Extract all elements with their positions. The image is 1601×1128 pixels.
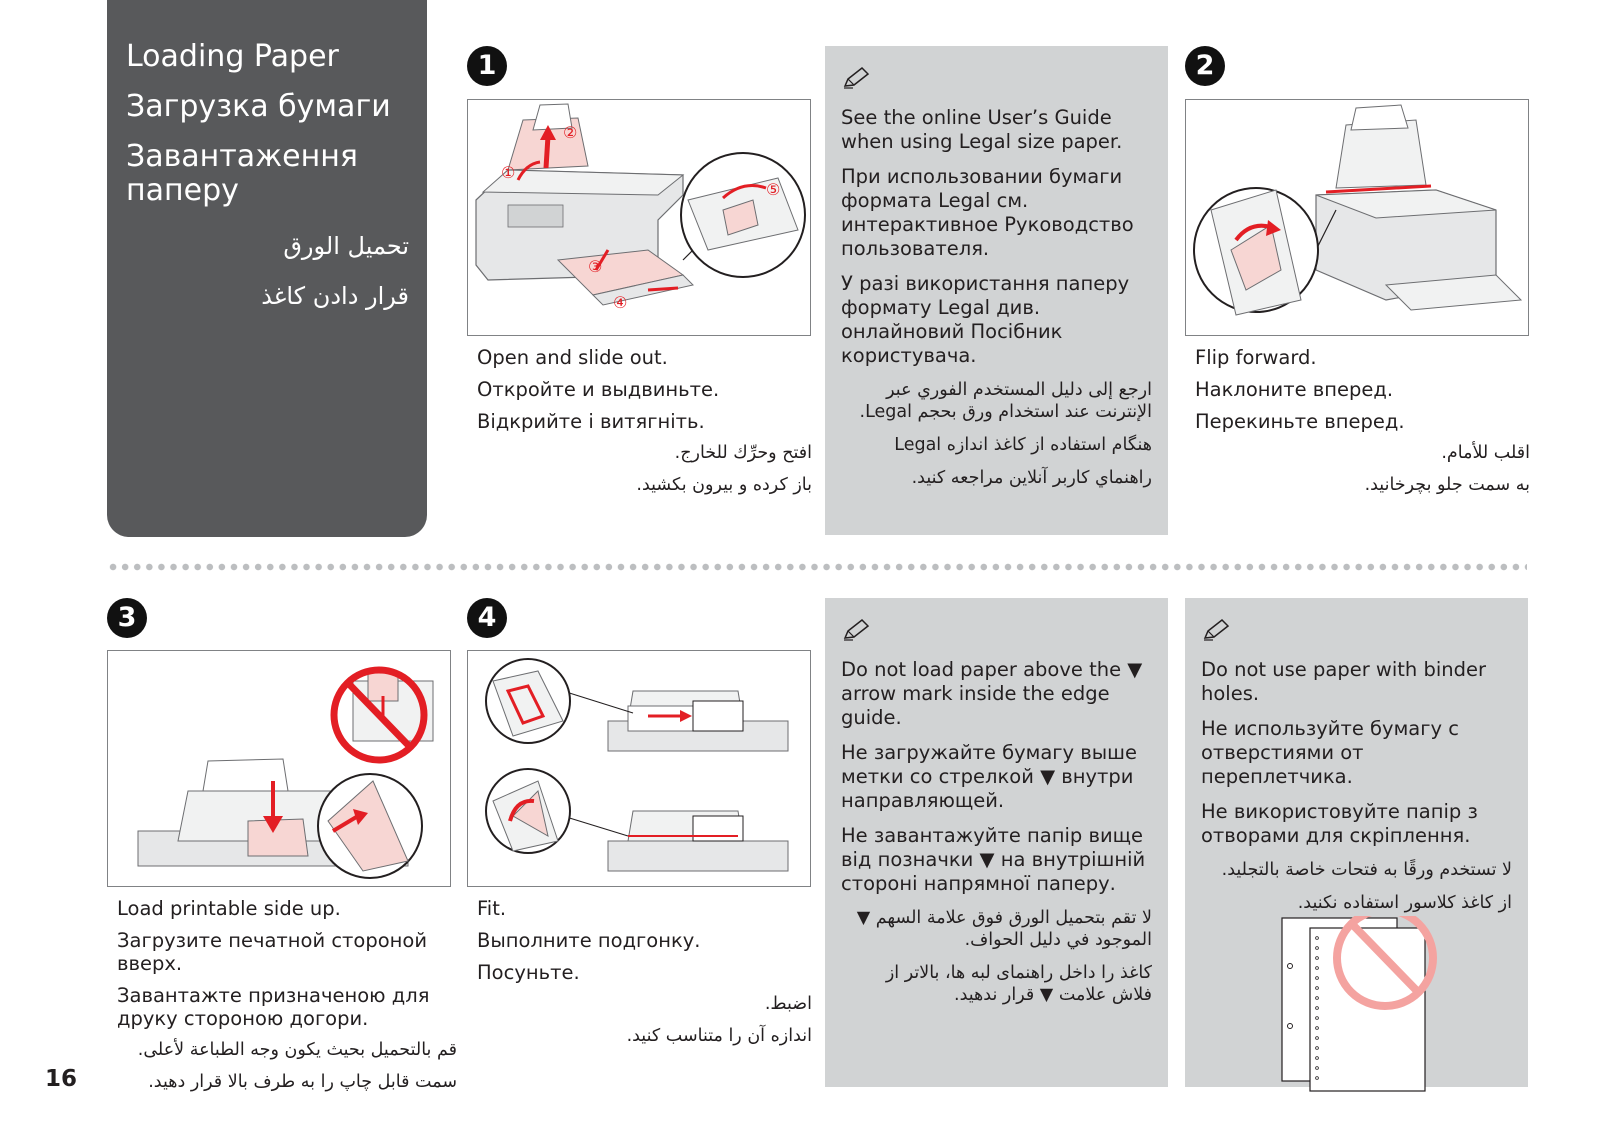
step-1-captions [477,346,812,506]
step-2-caption-en: Flip forward. [1195,346,1317,369]
note-arrow-fa: کاغذ را داخل راهنمای لبه ها، بالاتر از فلاش علامت ▼ قرار ندهید. [885,963,1152,1005]
step-1-caption-uk: Відкрийте і витягніть. [477,410,705,433]
note-binder-holes [1185,598,1528,1087]
note-arrow-ru: Не загружайте бумагу выше метки со стрелкой ▼ внутри направляющей. [841,741,1138,812]
note-binder-en: Do not use paper with binder holes. [1201,658,1487,705]
callout-5: ⑤ [766,180,781,199]
step-2-figure [1185,99,1529,336]
page-number: 16 [45,1066,78,1092]
step-2-caption-ar: اقلب للأمام. [1441,443,1530,463]
step-3-caption-ru: Загрузите печатной стороной вверх. [117,929,428,975]
load-paper-illustration [108,651,451,887]
step-4-caption-uk: Посуньте. [477,961,580,984]
step-3-caption-fa: سمت قابل چاپ را به طرف بالا قرار دهید. [148,1072,457,1092]
dotted-divider [107,562,1527,572]
step-3-figure [107,650,451,887]
step-4-caption-ru: Выполните подгонку. [477,929,701,952]
note-binder-fa: از کاغذ کلاسور استفاده نکنید. [1297,893,1512,913]
note-arrow-en: Do not load paper above the ▼ arrow mark inside the edge guide. [841,658,1143,729]
note-binder-uk: Не використовуйте папір з отворами для скріплення. [1201,800,1478,847]
binder-paper-prohibited-icon [1280,916,1460,1096]
pencil-note-icon [1201,618,1231,642]
pencil-note-icon [841,618,871,642]
step-1-caption-fa: باز کرده و بیرون بکشید. [636,475,812,495]
pencil-note-icon [841,66,871,90]
note-legal-ru: При использовании бумаги формата Legal см. интерактивное Руководство пользователя. [841,165,1134,260]
note-legal-ar: ارجع إلى دليل المستخدم الفوري عبر الإنترنت عند استخدام ورق بحجم Legal. [859,380,1152,422]
note-binder-ar: لا تستخدم ورقًا به فتحات خاصة بالتجليد. [1221,860,1512,880]
title-fa: قرار دادن کاغذ [261,282,409,310]
step-3-captions [117,897,457,1103]
step-1-caption-ru: Откройте и выдвиньте. [477,378,720,401]
step-4-number: 4 [467,598,507,638]
step-2-caption-fa: به سمت جلو بچرخانید. [1364,475,1530,495]
title-uk: Завантаження паперу [126,139,358,208]
title-ru: Загрузка бумаги [126,89,391,124]
callout-4: ④ [613,293,628,312]
note-arrow-mark [825,598,1168,1087]
step-4-figure [467,650,811,887]
step-1-caption-en: Open and slide out. [477,346,668,369]
step-1-caption-ar: افتح وحرِّك للخارج. [674,443,812,463]
step-4-caption-fa: اندازه آن را متناسب کنید. [626,1026,812,1046]
note-arrow-uk: Не завантажуйте папір вище від позначки ▼ на внутрішній стороні напрямної паперу. [841,824,1146,895]
callout-3: ③ [588,257,603,276]
step-1-number: 1 [467,46,507,86]
printer-flip-illustration [1186,100,1529,336]
note-legal-fa2: راهنماي کاربر آنلاين مراجعه کنيد. [911,468,1152,488]
step-4-caption-ar: اضبط. [764,994,812,1014]
prohibited-icon [334,670,433,760]
callout-1: ① [501,163,516,182]
note-legal-fa: هنگام استفاده از کاغذ اندازه Legal [894,435,1152,455]
note-legal [825,46,1168,535]
step-3-caption-ar: قم بالتحميل بحيث يكون وجه الطباعة لأعلى. [137,1040,457,1060]
step-2-captions [1195,346,1530,506]
callout-2: ② [563,123,578,142]
fit-guide-illustration [468,651,811,887]
step-2-caption-ru: Наклоните вперед. [1195,378,1394,401]
step-2-number: 2 [1185,46,1225,86]
step-4-caption-en: Fit. [477,897,507,920]
note-legal-en: See the online User’s Guide when using Legal size paper. [841,106,1123,153]
note-binder-ru: Не используйте бумагу с отверстиями от переплетчика. [1201,717,1459,788]
title-ar: تحميل الورق [283,232,409,260]
step-4-captions [477,897,812,1057]
note-arrow-ar: لا تقم بتحميل الورق فوق علامة السهم ▼ الموجود في دليل الحواف. [856,908,1152,950]
step-3-number: 3 [107,598,147,638]
title-en: Loading Paper [126,39,339,74]
note-legal-uk: У разі використання паперу формату Legal див. онлайновий Посібник користувача. [841,272,1130,367]
step-3-caption-en: Load printable side up. [117,897,341,920]
printer-open-illustration [468,100,811,336]
title-panel [107,0,427,537]
step-2-caption-uk: Перекиньте вперед. [1195,410,1405,433]
step-1-figure [467,99,811,336]
step-3-caption-uk: Завантажте призначеною для друку стороною догори. [117,984,430,1030]
